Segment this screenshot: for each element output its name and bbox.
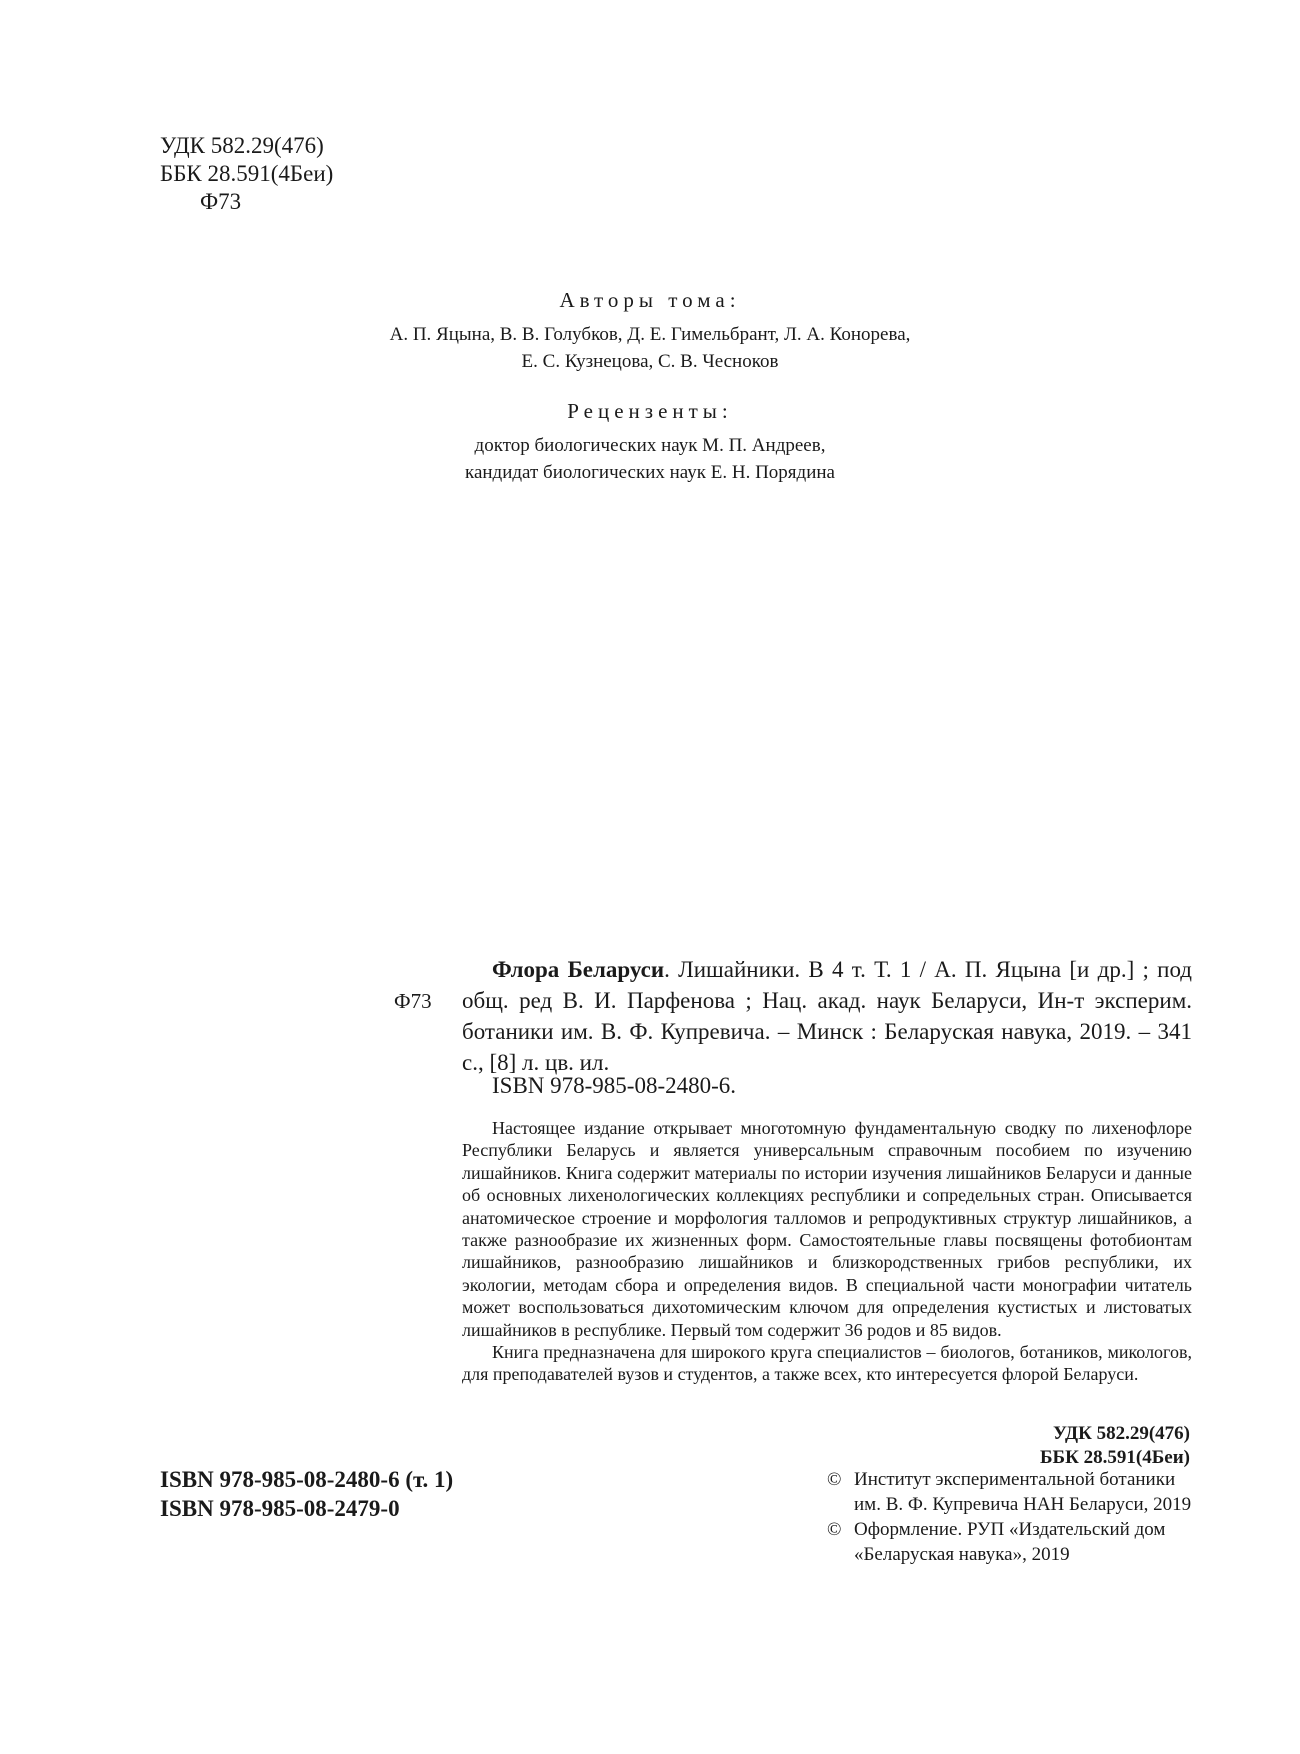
authors-heading: Авторы тома: <box>559 288 741 312</box>
authors-section <box>0 287 1300 375</box>
bib-description: . Лишайники. В 4 т. Т. 1 / А. П. Яцына [и др.] ; под общ. ред В. И. Парфенова ; Нац. акад. наук Беларуси, Ин-т эксперим. ботаники им. В. Ф. Купревича. – Минск : Беларуская навука, 2019. – 341 с., [8] л. цв. ил. <box>462 957 1192 1075</box>
copyright-item-design <box>827 1517 1191 1567</box>
copyright-design-line-2: «Беларуская навука», 2019 <box>854 1544 1070 1565</box>
bib-author-mark: Ф73 <box>394 989 432 1013</box>
annotation-paragraph-1: Настоящее издание открывает многотомную фундаментальную сводку по лихенофлоре Республики Беларусь и является универсальным справочным пособием по изучению лишайников. Книга содержит материалы по истории изучения лишайников Беларуси и данные об основных лихенологических коллекциях республики и сопредельных стран. Описывается анатомическое строение и морфология талломов и репродуктивных структур лишайников, а также разнообразие их жизненных форм. Самостоятельные главы посвящены фотобионтам лишайников, разнообразию лишайников и близкородственных грибов республики, их экологии, методам сбора и определения видов. В специальной части монографии читатель может воспользоваться дихотомическим ключом для определения кустистых и листоватых лишайников в республике. Первый том содержит 36 родов и 85 видов. <box>462 1118 1192 1340</box>
udk-code: УДК 582.29(476) <box>160 133 324 158</box>
footer-classification <box>1040 1422 1190 1470</box>
copyright-institute-line-1: Институт экспериментальной ботаники <box>854 1469 1176 1490</box>
annotation <box>462 1117 1192 1386</box>
copyright-icon: © <box>827 1469 842 1490</box>
authors-line-2: Е. С. Кузнецова, С. В. Чесноков <box>521 351 779 372</box>
bibliographic-entry <box>462 954 1192 1078</box>
footer-udk: УДК 582.29(476) <box>1052 1423 1190 1444</box>
author-mark: Ф73 <box>200 189 242 214</box>
bbk-code: ББК 28.591(4Беи) <box>160 161 334 186</box>
book-title: Флора Беларуси <box>492 957 665 982</box>
reviewer-line-1: доктор биологических наук М. П. Андреев, <box>474 435 826 456</box>
copyright-block <box>827 1467 1191 1567</box>
bib-isbn: ISBN 978-985-08-2480-6. <box>492 1073 737 1098</box>
annotation-paragraph-2: Книга предназначена для широкого круга специалистов – биологов, ботаников, микологов, для преподавателей вузов и студентов, а также всех, кто интересуется флорой Беларуси. <box>462 1342 1192 1385</box>
copyright-icon: © <box>827 1519 842 1540</box>
copyright-institute-line-2: им. В. Ф. Купревича НАН Беларуси, 2019 <box>854 1494 1192 1515</box>
isbn-set: ISBN 978-985-08-2479-0 <box>160 1496 400 1521</box>
isbn-volume: ISBN 978-985-08-2480-6 (т. 1) <box>160 1467 454 1492</box>
reviewers-section <box>0 398 1300 486</box>
isbn-block <box>160 1465 453 1523</box>
footer-bbk: ББК 28.591(4Беи) <box>1040 1447 1190 1468</box>
reviewer-line-2: кандидат биологических наук Е. Н. Порядина <box>465 462 835 483</box>
authors-line-1: А. П. Яцына, В. В. Голубков, Д. Е. Гимельбрант, Л. А. Конорева, <box>389 324 911 345</box>
copyright-design-line-1: Оформление. РУП «Издательский дом <box>854 1519 1166 1540</box>
copyright-item-institute <box>827 1467 1191 1517</box>
reviewers-heading: Рецензенты: <box>567 399 733 423</box>
